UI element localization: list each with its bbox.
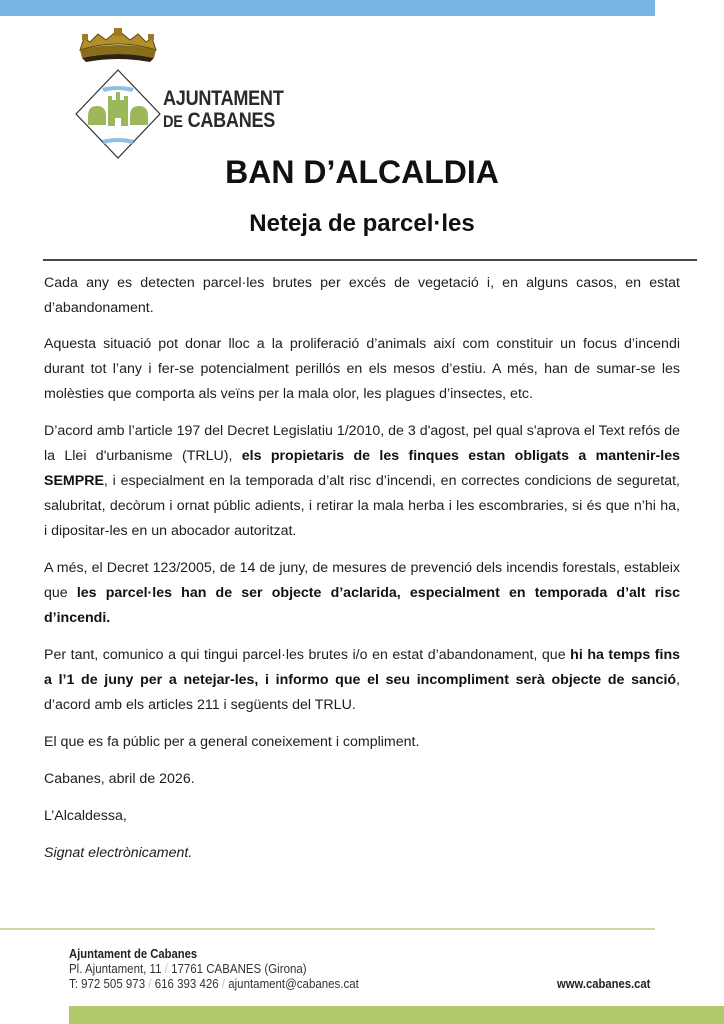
bold-text: les parcel·les han de ser objecte d’aclarida, especialment en temporada d’alt risc d’incendi. [44,585,680,626]
bold-text: hi ha temps fins a l’1 de juny per a netejar-les, i informo que el seu incompliment serà objecte de sanció [44,647,680,688]
footer-address: Pl. Ajuntament, 11 / 17761 CABANES (Girona) [69,962,307,976]
bold-text: els propietaris de les finques estan obligats a mantenir-les SEMPRE [44,448,680,489]
paragraph: El que es fa públic per a general coneixement i compliment. [44,734,420,750]
brand-line-1: AJUNTAMENT [163,87,284,110]
footer-org-name: Ajuntament de Cabanes [69,947,198,961]
municipality-brand [163,88,303,133]
crown-icon [80,28,156,62]
bottom-color-bar [69,1006,724,1024]
document-title: BAN D’ALCALDIA [225,154,499,190]
footer-website-link[interactable]: www.cabanes.cat [557,977,651,991]
paragraph: Per tant, comunico a qui tingui parcel·les brutes i/o en estat d’abandonament, que hi ha temps fins a l’1 de juny per a netejar-les, i informo que el seu incompliment serà objecte de sanció, d’acord amb els articles 211 i següents del TRLU. [44,647,680,713]
brand-line-2: DE CABANES [163,109,276,132]
document-body [44,271,680,878]
paragraph: D’acord amb l’article 197 del Decret Legislatiu 1/2010, de 3 d'agost, pel qual s'aprova el Text refós de la Llei d'urbanisme (TRLU), els propietaris de les finques estan obligats a mantenir-les SEMPRE, i especialment en la temporada d’alt risc d’incendi, en correctes condicions de seguretat, salubritat, decòrum i ornat públic adients, i retirar la mala herba i les escombraries, si és que n’hi ha, i dipositar-les en un abocador autoritzat. [44,423,680,539]
document-subtitle: Neteja de parcel·les [249,210,475,237]
paragraph: Cada any es detecten parcel·les brutes per excés de vegetació i, en alguns casos, en estat d’abandonament. [44,275,680,316]
signer-line: L’Alcaldessa, [44,808,127,824]
footer-divider [0,928,655,930]
footer-contact [69,947,384,992]
shield-diamond-icon [76,70,160,158]
paragraph: Aquesta situació pot donar lloc a la proliferació d’animals així com constituir un focus d’incendi durant tot l’any i fer-se potencialment perillós en els mesos d’estiu. A més, han de sumar-se les molèsties que comporta als veïns per la mala olor, les plagues d’insectes, etc. [44,336,680,402]
footer-phones: T: 972 505 973 / 616 393 426 / ajuntament@cabanes.cat [69,977,359,991]
signature-line: Signat electrònicament. [44,845,193,861]
date-line: Cabanes, abril de 2026. [44,771,195,787]
paragraph: A més, el Decret 123/2005, de 14 de juny, de mesures de prevenció dels incendis forestals, estableix que les parcel·les han de ser objecte d’aclarida, especialment en temporada d’alt risc d’incendi. [44,560,680,626]
title-separator [43,259,697,261]
coat-of-arms-logo [68,28,168,160]
top-color-bar [0,0,655,16]
footer-email-link[interactable]: ajuntament@cabanes.cat [228,977,359,991]
